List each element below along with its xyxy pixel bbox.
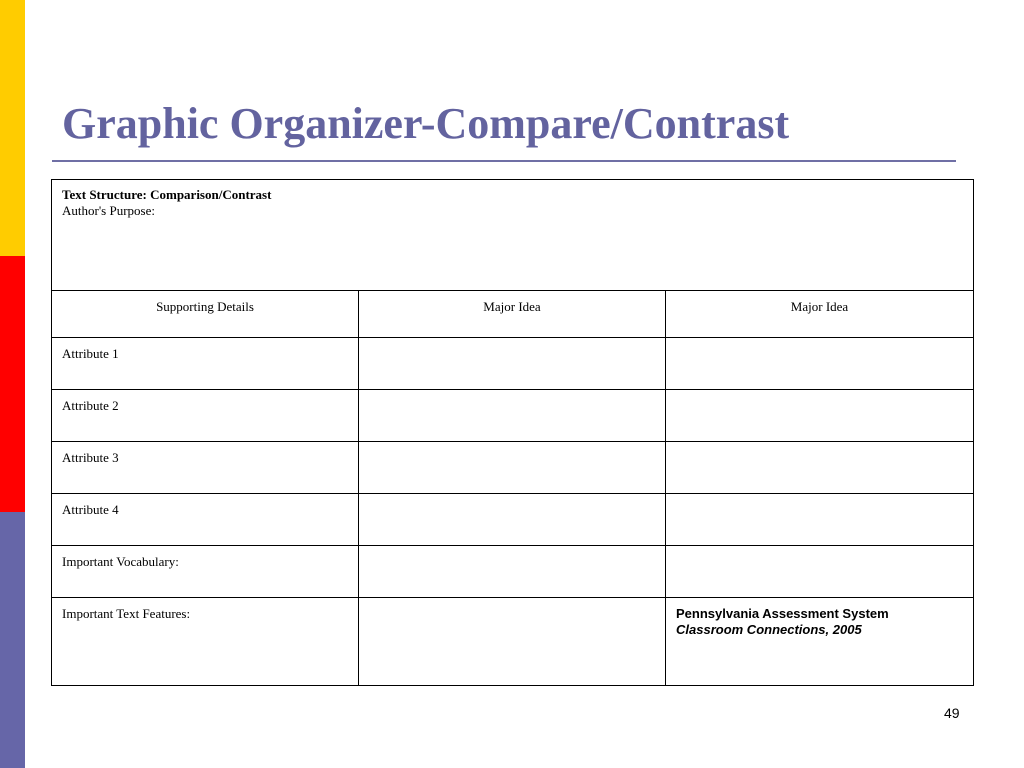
blank-cell [666,442,974,494]
decorative-bar-yellow [0,0,25,256]
table-row [52,442,974,494]
compare-contrast-organizer [51,179,974,686]
row-label-important-vocabulary: Important Vocabulary: [52,546,359,598]
decorative-bar-purple [0,512,25,768]
row-label-attribute-1: Attribute 1 [52,338,359,390]
source-citation [666,598,974,686]
row-label-important-text-features: Important Text Features: [52,598,359,686]
decorative-bar-red [0,256,25,512]
column-header-major-idea-2: Major Idea [666,291,974,338]
blank-cell [359,338,666,390]
page-number: 49 [944,705,960,721]
blank-cell [359,598,666,686]
row-label-attribute-4: Attribute 4 [52,494,359,546]
slide-title: Graphic Organizer-Compare/Contrast [62,99,790,148]
table-row [52,338,974,390]
blank-cell [359,546,666,598]
row-label-attribute-3: Attribute 3 [52,442,359,494]
table-row [52,598,974,686]
table-row [52,546,974,598]
blank-cell [359,390,666,442]
table-row [52,390,974,442]
column-header-supporting-details: Supporting Details [52,291,359,338]
column-header-major-idea-1: Major Idea [359,291,666,338]
citation-line-2: Classroom Connections, 2005 [676,622,862,637]
organizer-header-cell [52,180,974,291]
text-structure-label: Text Structure: Comparison/Contrast [62,187,272,202]
blank-cell [359,494,666,546]
title-divider [52,160,956,162]
organizer-header-row [52,180,974,291]
blank-cell [666,390,974,442]
table-row [52,494,974,546]
authors-purpose-label: Author's Purpose: [62,203,155,218]
blank-cell [359,442,666,494]
column-header-row [52,291,974,338]
blank-cell [666,338,974,390]
blank-cell [666,546,974,598]
blank-cell [666,494,974,546]
citation-line-1: Pennsylvania Assessment System [676,606,889,621]
row-label-attribute-2: Attribute 2 [52,390,359,442]
